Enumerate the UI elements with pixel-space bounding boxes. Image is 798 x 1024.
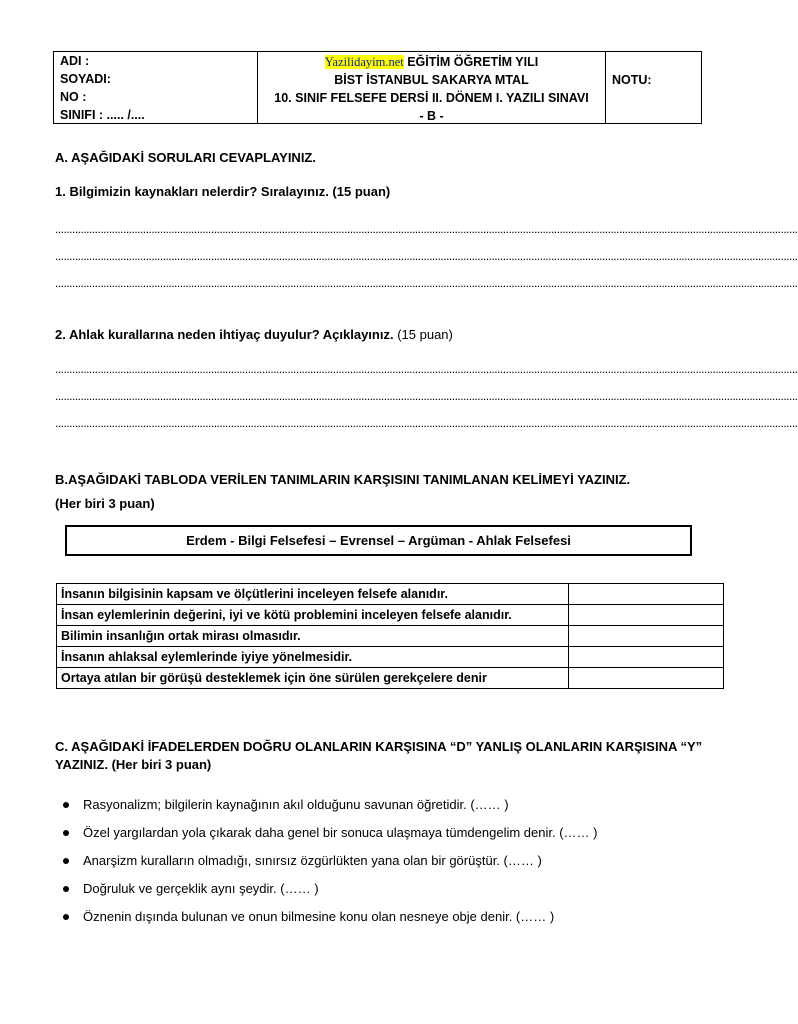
student-info-cell: [54, 52, 258, 123]
name-label: ADI :: [60, 54, 90, 68]
answer-line: ......................................................................................................................................................................................................................................................................: [55, 276, 798, 290]
surname-label: SOYADI:: [60, 72, 111, 86]
school-name: BİST İSTANBUL SAKARYA MTAL: [334, 73, 529, 87]
list-item: Anarşizm kuralların olmadığı, sınırsız özgürlükten yana olan bir görüştür. (…… ): [63, 852, 743, 880]
table-row: [57, 647, 724, 668]
exam-title-cell: [258, 52, 606, 123]
table-row: [57, 584, 724, 605]
exam-header-table: [53, 51, 702, 124]
grade-label: NOTU:: [612, 73, 652, 87]
true-false-list: [63, 796, 743, 936]
site-link[interactable]: Yazilidayim.net: [324, 55, 404, 69]
section-c-title-line2: YAZINIZ. (Her biri 3 puan): [55, 757, 212, 772]
question-2: 2. Ahlak kurallarına neden ihtiyaç duyulur? Açıklayınız. (15 puan): [55, 327, 453, 342]
section-a-title: A. AŞAĞIDAKİ SORULARI CEVAPLAYINIZ.: [55, 150, 316, 165]
grade-cell: [606, 52, 701, 123]
table-row: [57, 668, 724, 689]
answer-cell[interactable]: [569, 626, 724, 647]
table-row: [57, 605, 724, 626]
answer-cell[interactable]: [569, 668, 724, 689]
definition-cell: Bilimin insanlığın ortak mirası olmasıdır.: [57, 626, 569, 647]
bullet-icon: [63, 914, 69, 920]
exam-group: - B -: [419, 109, 444, 123]
bullet-icon: [63, 802, 69, 808]
answer-line: ......................................................................................................................................................................................................................................................................: [55, 222, 798, 236]
definition-cell: Ortaya atılan bir görüşü desteklemek için öne sürülen gerekçelere denir: [57, 668, 569, 689]
section-b-title: B.AŞAĞIDAKİ TABLODA VERİLEN TANIMLARIN KARŞISINI TANIMLANAN KELİMEYİ YAZINIZ.: [55, 472, 631, 487]
answer-line: ......................................................................................................................................................................................................................................................................: [55, 416, 798, 430]
definitions-table: [56, 583, 724, 689]
section-c-title-line1: C. AŞAĞIDAKİ İFADELERDEN DOĞRU OLANLARIN KARŞISINA “D” YANLIŞ OLANLARIN KARŞISINA “Y”: [55, 739, 703, 754]
exam-name: 10. SINIF FELSEFE DERSİ II. DÖNEM I. YAZILI SINAVI: [274, 91, 589, 105]
definition-cell: İnsanın bilgisinin kapsam ve ölçütlerini inceleyen felsefe alanıdır.: [57, 584, 569, 605]
number-label: NO :: [60, 90, 87, 104]
definition-cell: İnsan eylemlerinin değerini, iyi ve kötü problemini inceleyen felsefe alanıdır.: [57, 605, 569, 626]
answer-line: ......................................................................................................................................................................................................................................................................: [55, 362, 798, 376]
list-item: Özel yargılardan yola çıkarak daha genel bir sonuca ulaşmaya tümdengelim denir. (…… ): [63, 824, 743, 852]
answer-line: ......................................................................................................................................................................................................................................................................: [55, 389, 798, 403]
list-item: Doğruluk ve gerçeklik aynı şeydir. (…… ): [63, 880, 743, 908]
bullet-icon: [63, 858, 69, 864]
word-bank: Erdem - Bilgi Felsefesi – Evrensel – Argüman - Ahlak Felsefesi: [65, 525, 692, 556]
section-b-points: (Her biri 3 puan): [55, 496, 155, 511]
definition-cell: İnsanın ahlaksal eylemlerinde iyiye yönelmesidir.: [57, 647, 569, 668]
answer-cell[interactable]: [569, 584, 724, 605]
list-item: Öznenin dışında bulunan ve onun bilmesine konu olan nesneye obje denir. (…… ): [63, 908, 743, 936]
question-1: 1. Bilgimizin kaynakları nelerdir? Sıralayınız. (15 puan): [55, 184, 391, 199]
class-label: SINIFI : ..... /....: [60, 108, 145, 122]
bullet-icon: [63, 830, 69, 836]
list-item: Rasyonalizm; bilgilerin kaynağının akıl olduğunu savunan öğretidir. (…… ): [63, 796, 743, 824]
answer-cell[interactable]: [569, 647, 724, 668]
exam-title-line1: Yazilidayim.net EĞİTİM ÖĞRETİM YILI: [324, 55, 539, 69]
answer-line: ......................................................................................................................................................................................................................................................................: [55, 249, 798, 263]
bullet-icon: [63, 886, 69, 892]
answer-cell[interactable]: [569, 605, 724, 626]
table-row: [57, 626, 724, 647]
